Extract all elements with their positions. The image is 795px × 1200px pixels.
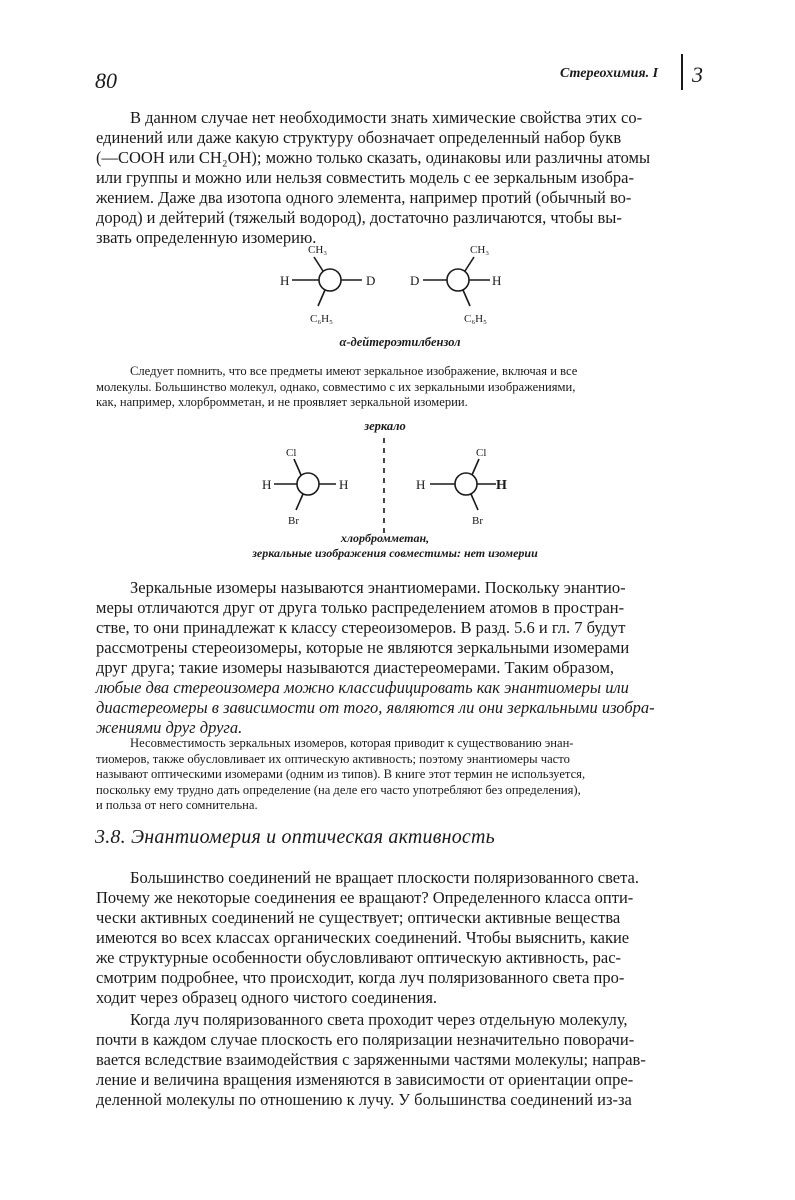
text-line: тиомеров, также обусловливает их оптическую активность; поэтому энантиомеры часто — [96, 751, 570, 766]
substituent-right: H — [496, 478, 507, 493]
substituent-left: D — [410, 273, 420, 288]
text-line: или группы и можно или нельзя совместить модель с ее зеркальным изобра- — [96, 168, 634, 187]
page-number: 80 — [95, 68, 117, 93]
substituent-left: H — [280, 273, 290, 288]
substituent-right: D — [366, 273, 376, 288]
text-line: почти в каждом случае плоскость его поляризации незначительно поворачи- — [96, 1030, 635, 1049]
substituent-left: H — [416, 477, 426, 492]
chapter-number: 3 — [692, 62, 703, 87]
paragraph-intro — [96, 108, 700, 248]
substituent-right: H — [339, 477, 349, 492]
text-line: друг друга; такие изомеры называются диастереомерами. Таким образом, — [96, 658, 615, 677]
text-line: и польза от него сомнительна. — [96, 798, 258, 812]
text-line: В данном случае нет необходимости знать химические свойства этих со- — [130, 108, 643, 127]
figure-deuteroethylbenzene — [270, 240, 530, 335]
text-line: жениями друг друга. — [96, 718, 243, 737]
text-line: же структурные особенности обусловливают оптическую активность, рас- — [96, 948, 622, 967]
paragraph-enantiomers — [96, 578, 700, 738]
newman-projection-left — [280, 244, 375, 325]
running-title: Стереохимия. I — [560, 66, 659, 81]
text-line: меры отличаются друг от друга только распределением атомов в простран- — [96, 598, 625, 617]
figure-caption-line2: зеркальные изображения совместимы: нет изомерии — [252, 546, 538, 560]
text-line: как, например, хлорбромметан, и не проявляет зеркальной изомерии. — [96, 395, 468, 409]
text-line: деленной молекулы по отношению к лучу. У большинства соединений из-за — [96, 1090, 632, 1109]
text-line: имеются во всех классах органических соединений. Чтобы выяснить, какие — [96, 928, 630, 947]
text-line: жением. Даже два изотопа одного элемента, например протий (обычный во- — [96, 188, 632, 207]
text-line: называют оптическими изомерами (одним из типов). В книге этот термин не используется, — [96, 767, 586, 781]
text-line: Следует помнить, что все предметы имеют зеркальное изображение, включая и все — [130, 364, 578, 378]
paragraph-polarized-light — [96, 1010, 700, 1110]
substituent-top: Cl — [476, 447, 487, 459]
text-line: ходит через образец одного чистого соединения. — [96, 988, 438, 1007]
text-line: (—COOH или CH₂OH); можно только сказать, одинаковы или различны атомы — [96, 148, 651, 167]
header-divider — [681, 54, 683, 90]
figure-chlorobromomethane — [250, 436, 540, 536]
figure-caption-line1: хлорбромметан, — [340, 531, 430, 545]
text-line: поскольку ему трудно дать определение (на деле его часто употребляют без определения), — [96, 782, 581, 797]
text-line: молекулы. Большинство молекул, однако, совместимо с их зеркальными изображениями, — [96, 379, 576, 394]
text-line: диастереомеры в зависимости от того, являются ли они зеркальными изобра- — [96, 698, 655, 717]
substituent-top: Cl — [286, 447, 297, 459]
paragraph-optical-activity — [96, 868, 700, 1008]
text-line: Зеркальные изомеры называются энантиомерами. Поскольку энантио- — [130, 578, 626, 597]
text-line: Несовместимость зеркальных изомеров, которая приводит к существованию энан- — [130, 736, 574, 750]
substituent-bottom: Br — [288, 515, 299, 527]
note-mirror-images — [96, 364, 700, 411]
text-line: чески активных соединений не существует; оптически активные вещества — [96, 908, 621, 927]
substituent-bottom: C₆H₅ — [310, 313, 333, 325]
newman-projection-left — [262, 447, 348, 527]
text-line: единений или даже какую структуру обозначает определенный набор букв — [96, 128, 622, 147]
text-line: дород) и дейтерий (тяжелый водород), достаточно различаются, чтобы вы- — [96, 208, 622, 227]
text-line: ление и величина вращения изменяются в зависимости от ориентации опре- — [96, 1070, 634, 1089]
newman-projection-right — [416, 447, 507, 527]
text-line: Большинство соединений не вращает плоскости поляризованного света. — [130, 868, 639, 887]
text-line: смотрим подробнее, что происходит, когда луч поляризованного света про- — [96, 968, 625, 987]
text-line: стве, то они принадлежат к классу стереоизомеров. В разд. 5.6 и гл. 7 будут — [96, 618, 626, 637]
newman-projection-right — [410, 244, 501, 325]
substituent-top: CH₃ — [470, 244, 490, 256]
mirror-label: зеркало — [364, 419, 406, 433]
substituent-left: H — [262, 477, 272, 492]
substituent-bottom: C₆H₅ — [464, 313, 487, 325]
note-optical-isomers — [96, 736, 700, 814]
text-line: вается вследствие взаимодействия с заряженными частями молекулы; направ- — [96, 1050, 646, 1069]
text-line: звать определенную изомерию. — [96, 228, 317, 247]
substituent-bottom: Br — [472, 515, 483, 527]
substituent-top: CH₃ — [308, 244, 328, 256]
text-line: Почему же некоторые соединения ее вращают? Определенного класса опти- — [96, 888, 634, 907]
figure-caption: α-дейтероэтилбензол — [339, 335, 461, 349]
substituent-right: H — [492, 273, 502, 288]
text-line: любые два стереоизомера можно классифицировать как энантиомеры или — [96, 678, 629, 697]
text-line: Когда луч поляризованного света проходит через отдельную молекулу, — [130, 1010, 628, 1029]
text-line: рассмотрены стереоизомеры, которые не являются зеркальными изомерами — [96, 638, 630, 657]
section-heading: 3.8. Энантиомерия и оптическая активность — [95, 826, 495, 848]
